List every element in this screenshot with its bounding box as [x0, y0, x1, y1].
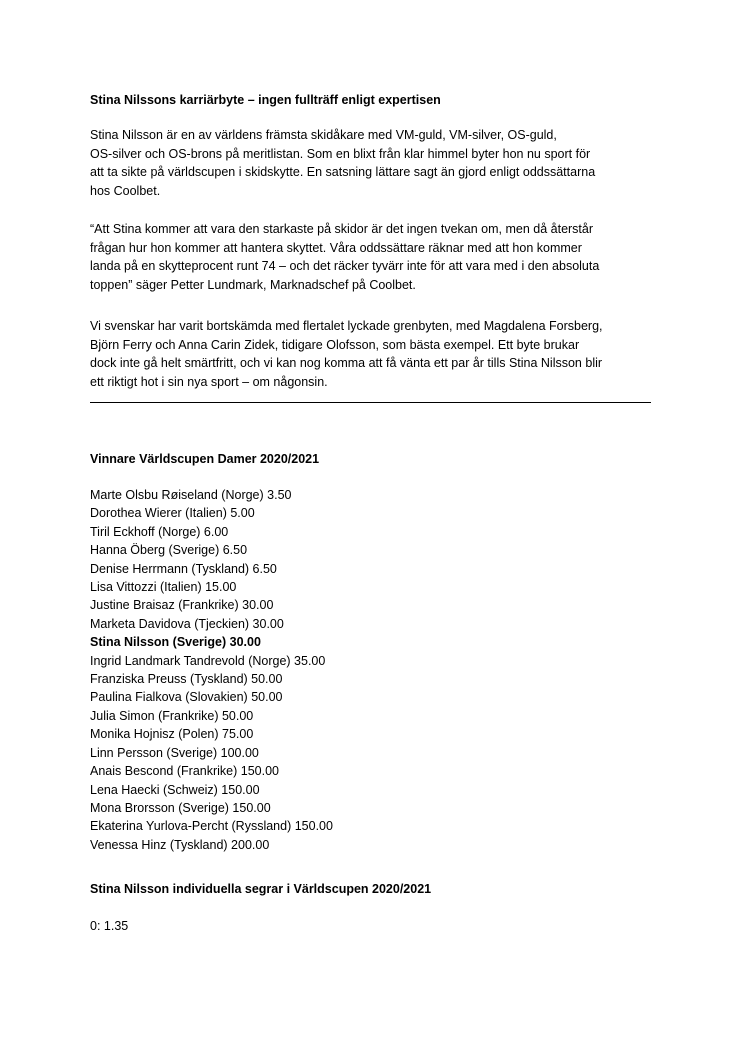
individual-heading: Stina Nilsson individuella segrar i Världscupen 2020/2021 — [90, 882, 432, 896]
list-item: Paulina Fialkova (Slovakien) 50.00 — [90, 690, 283, 705]
individual-odds: 0: 1.35 — [90, 919, 129, 933]
list-item: Marketa Davidova (Tjeckien) 30.00 — [90, 616, 284, 631]
paragraph-line: Stina Nilsson är en av världens främsta skidåkare med VM-guld, VM-silver, OS-guld, — [90, 128, 557, 142]
list-item: Mona Brorsson (Sverige) 150.00 — [90, 800, 271, 815]
paragraph-line: hos Coolbet. — [90, 183, 161, 198]
list-item: Franziska Preuss (Tyskland) 50.00 — [90, 672, 283, 687]
horizontal-rule — [90, 402, 651, 403]
list-item: Dorothea Wierer (Italien) 5.00 — [90, 506, 255, 521]
paragraph-1 — [90, 126, 665, 200]
list-item: Denise Herrmann (Tyskland) 6.50 — [90, 561, 277, 576]
article-title: Stina Nilssons karriärbyte – ingen fullträff enligt expertisen — [90, 93, 441, 107]
list-item: Linn Persson (Sverige) 100.00 — [90, 745, 259, 760]
paragraph-2 — [90, 220, 665, 294]
list-item: Justine Braisaz (Frankrike) 30.00 — [90, 598, 274, 613]
paragraph-line: landa på en skytteprocent runt 74 – och det räcker tyvärr inte för att vara med i den absoluta — [90, 259, 600, 274]
paragraph-line: “Att Stina kommer att vara den starkaste på skidor är det ingen tvekan om, men då återstår — [90, 222, 594, 236]
list-item: Lena Haecki (Schweiz) 150.00 — [90, 782, 260, 797]
list-item: Tiril Eckhoff (Norge) 6.00 — [90, 524, 229, 539]
paragraph-line: ett riktigt hot i sin nya sport – om någonsin. — [90, 374, 328, 389]
list-item: Monika Hojnisz (Polen) 75.00 — [90, 727, 254, 742]
paragraph-3 — [90, 317, 665, 391]
paragraph-line: dock inte gå helt smärtfritt, och vi kan nog komma att få vänta ett par år tills Stina Nilsson blir — [90, 356, 603, 371]
list-item: Hanna Öberg (Sverige) 6.50 — [90, 543, 248, 558]
paragraph-line: att ta sikte på världscupen i skidskytte. En satsning lättare sagt än gjord enligt oddssättarna — [90, 165, 596, 180]
paragraph-line: Björn Ferry och Anna Carin Zidek, tidigare Olofsson, som bästa exempel. Ett byte brukar — [90, 337, 580, 352]
winners-heading: Vinnare Världscupen Damer 2020/2021 — [90, 452, 320, 466]
paragraph-line: toppen” säger Petter Lundmark, Marknadschef på Coolbet. — [90, 277, 416, 292]
list-item: Ekaterina Yurlova-Percht (Ryssland) 150.00 — [90, 819, 333, 834]
list-item: Julia Simon (Frankrike) 50.00 — [90, 708, 254, 723]
paragraph-line: frågan hur hon kommer att hantera skyttet. Våra oddssättare räknar med att hon kommer — [90, 240, 582, 255]
winners-list — [90, 486, 333, 854]
paragraph-line: Vi svenskar har varit bortskämda med flertalet lyckade grenbyten, med Magdalena Forsberg, — [90, 319, 603, 333]
list-item: Anais Bescond (Frankrike) 150.00 — [90, 764, 279, 779]
list-item: Marte Olsbu Røiseland (Norge) 3.50 — [90, 488, 292, 502]
paragraph-line: OS-silver och OS-brons på meritlistan. Som en blixt från klar himmel byter hon nu sport för — [90, 146, 591, 161]
list-item: Venessa Hinz (Tyskland) 200.00 — [90, 837, 270, 852]
list-item: Ingrid Landmark Tandrevold (Norge) 35.00 — [90, 653, 326, 668]
list-item: Stina Nilsson (Sverige) 30.00 — [90, 635, 261, 650]
list-item: Lisa Vittozzi (Italien) 15.00 — [90, 580, 237, 595]
